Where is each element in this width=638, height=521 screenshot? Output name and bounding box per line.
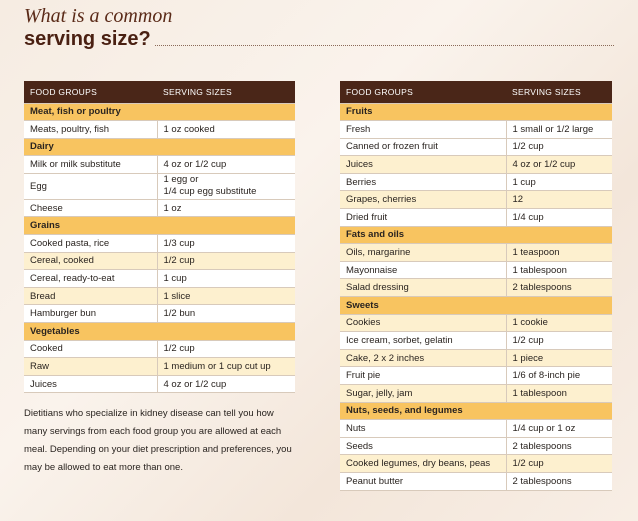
serving-cell (157, 173, 295, 199)
food-cell: Berries (340, 173, 506, 191)
food-cell: Cereal, ready-to-eat (24, 270, 157, 288)
serving-cell: 1/2 cup (506, 455, 612, 473)
header-food-groups: FOOD GROUPS (340, 81, 506, 103)
table-row (24, 121, 295, 139)
table-row (340, 173, 612, 191)
category-label: Vegetables (24, 323, 295, 341)
food-cell: Peanut butter (340, 472, 506, 490)
table-row (340, 332, 612, 350)
table-row (340, 138, 612, 156)
header-serving-sizes: SERVING SIZES (157, 81, 295, 103)
serving-cell: 1/2 cup (506, 332, 612, 350)
serving-cell: 1/2 bun (157, 305, 295, 323)
table-row (24, 235, 295, 253)
category-row (24, 323, 295, 341)
category-row (340, 103, 612, 121)
food-cell: Fresh (340, 121, 506, 139)
serving-cell: 1 oz (157, 199, 295, 217)
header-food-groups: FOOD GROUPS (24, 81, 157, 103)
food-cell: Sugar, jelly, jam (340, 385, 506, 403)
food-cell: Oils, margarine (340, 244, 506, 262)
table-row (24, 252, 295, 270)
food-cell: Milk or milk substitute (24, 156, 157, 174)
category-label: Grains (24, 217, 295, 235)
food-cell: Cake, 2 x 2 inches (340, 349, 506, 367)
serving-table-right (340, 81, 612, 491)
serving-cell: 1 cookie (506, 314, 612, 332)
serving-cell: 1/2 cup (157, 252, 295, 270)
serving-cell: 1 piece (506, 349, 612, 367)
category-row (24, 217, 295, 235)
table-row (340, 121, 612, 139)
table-row (340, 261, 612, 279)
table-row (24, 287, 295, 305)
food-cell: Hamburger bun (24, 305, 157, 323)
heading-line-2-wrap (24, 28, 614, 50)
heading-line-2: serving size? (24, 28, 151, 50)
serving-cell: 1/3 cup (157, 235, 295, 253)
category-row (340, 402, 612, 420)
table-row (340, 385, 612, 403)
food-cell: Mayonnaise (340, 261, 506, 279)
food-cell: Canned or frozen fruit (340, 138, 506, 156)
table-header (24, 81, 295, 103)
table-row (340, 279, 612, 297)
heading-line-1: What is a common (24, 5, 173, 27)
table-row (24, 340, 295, 358)
table-row (340, 349, 612, 367)
food-cell: Nuts (340, 420, 506, 438)
table-row (340, 367, 612, 385)
food-cell: Egg (24, 173, 157, 199)
serving-cell: 2 tablespoons (506, 279, 612, 297)
serving-cell: 1 teaspoon (506, 244, 612, 262)
table-row (24, 270, 295, 288)
serving-cell: 12 (506, 191, 612, 209)
category-label: Nuts, seeds, and legumes (340, 402, 612, 420)
serving-cell: 1/4 cup (506, 209, 612, 227)
category-label: Fats and oils (340, 226, 612, 244)
table-row (340, 244, 612, 262)
table-row (340, 437, 612, 455)
header-serving-sizes: SERVING SIZES (506, 81, 612, 103)
category-row (24, 103, 295, 121)
table-row (340, 209, 612, 227)
page-heading (24, 4, 614, 50)
table-row (24, 156, 295, 174)
serving-cell: 1 medium or 1 cup cut up (157, 358, 295, 376)
food-cell: Seeds (340, 437, 506, 455)
serving-cell: 4 oz or 1/2 cup (157, 375, 295, 393)
food-cell: Cooked (24, 340, 157, 358)
serving-cell: 1 slice (157, 287, 295, 305)
food-cell: Juices (340, 156, 506, 174)
serving-cell: 4 oz or 1/2 cup (506, 156, 612, 174)
table-row (340, 455, 612, 473)
serving-cell: 4 oz or 1/2 cup (157, 156, 295, 174)
food-cell: Cooked legumes, dry beans, peas (340, 455, 506, 473)
serving-cell: 1/6 of 8-inch pie (506, 367, 612, 385)
info-paragraph: Dietitians who specialize in kidney disease can tell you how many servings from each food group you are allowed at each meal. Depending on your diet prescription and preferences, you may be allowed to eat more than one. (24, 408, 292, 473)
food-cell: Grapes, cherries (340, 191, 506, 209)
food-cell: Cookies (340, 314, 506, 332)
food-cell: Cooked pasta, rice (24, 235, 157, 253)
dotted-rule (155, 45, 614, 46)
category-label: Fruits (340, 103, 612, 121)
serving-cell: 1 cup (506, 173, 612, 191)
serving-cell: 1/2 cup (506, 138, 612, 156)
table-row (24, 199, 295, 217)
serving-cell: 1/2 cup (157, 340, 295, 358)
table-row (24, 375, 295, 393)
category-row (340, 297, 612, 315)
category-row (340, 226, 612, 244)
table-row (340, 314, 612, 332)
food-cell: Cheese (24, 199, 157, 217)
serving-cell: 1 small or 1/2 large (506, 121, 612, 139)
table-row (340, 420, 612, 438)
serving-line: 1 egg or (163, 174, 199, 186)
food-cell: Dried fruit (340, 209, 506, 227)
food-cell: Meats, poultry, fish (24, 121, 157, 139)
food-cell: Ice cream, sorbet, gelatin (340, 332, 506, 350)
serving-cell: 1 cup (157, 270, 295, 288)
serving-cell: 1 tablespoon (506, 385, 612, 403)
table-row (24, 305, 295, 323)
serving-table-left (24, 81, 295, 393)
serving-cell: 2 tablespoons (506, 472, 612, 490)
table-row (24, 173, 295, 199)
table-row (340, 191, 612, 209)
food-cell: Cereal, cooked (24, 252, 157, 270)
category-row (24, 138, 295, 156)
table-row (24, 358, 295, 376)
food-cell: Juices (24, 375, 157, 393)
category-label: Sweets (340, 297, 612, 315)
food-cell: Raw (24, 358, 157, 376)
table-row (340, 156, 612, 174)
serving-cell: 1 oz cooked (157, 121, 295, 139)
category-label: Dairy (24, 138, 295, 156)
category-label: Meat, fish or poultry (24, 103, 295, 121)
serving-cell: 1 tablespoon (506, 261, 612, 279)
table-header (340, 81, 612, 103)
serving-cell: 1/4 cup or 1 oz (506, 420, 612, 438)
serving-cell: 2 tablespoons (506, 437, 612, 455)
table-row (340, 472, 612, 490)
food-cell: Fruit pie (340, 367, 506, 385)
food-cell: Bread (24, 287, 157, 305)
food-cell: Salad dressing (340, 279, 506, 297)
serving-line: 1/4 cup egg substitute (163, 186, 257, 198)
